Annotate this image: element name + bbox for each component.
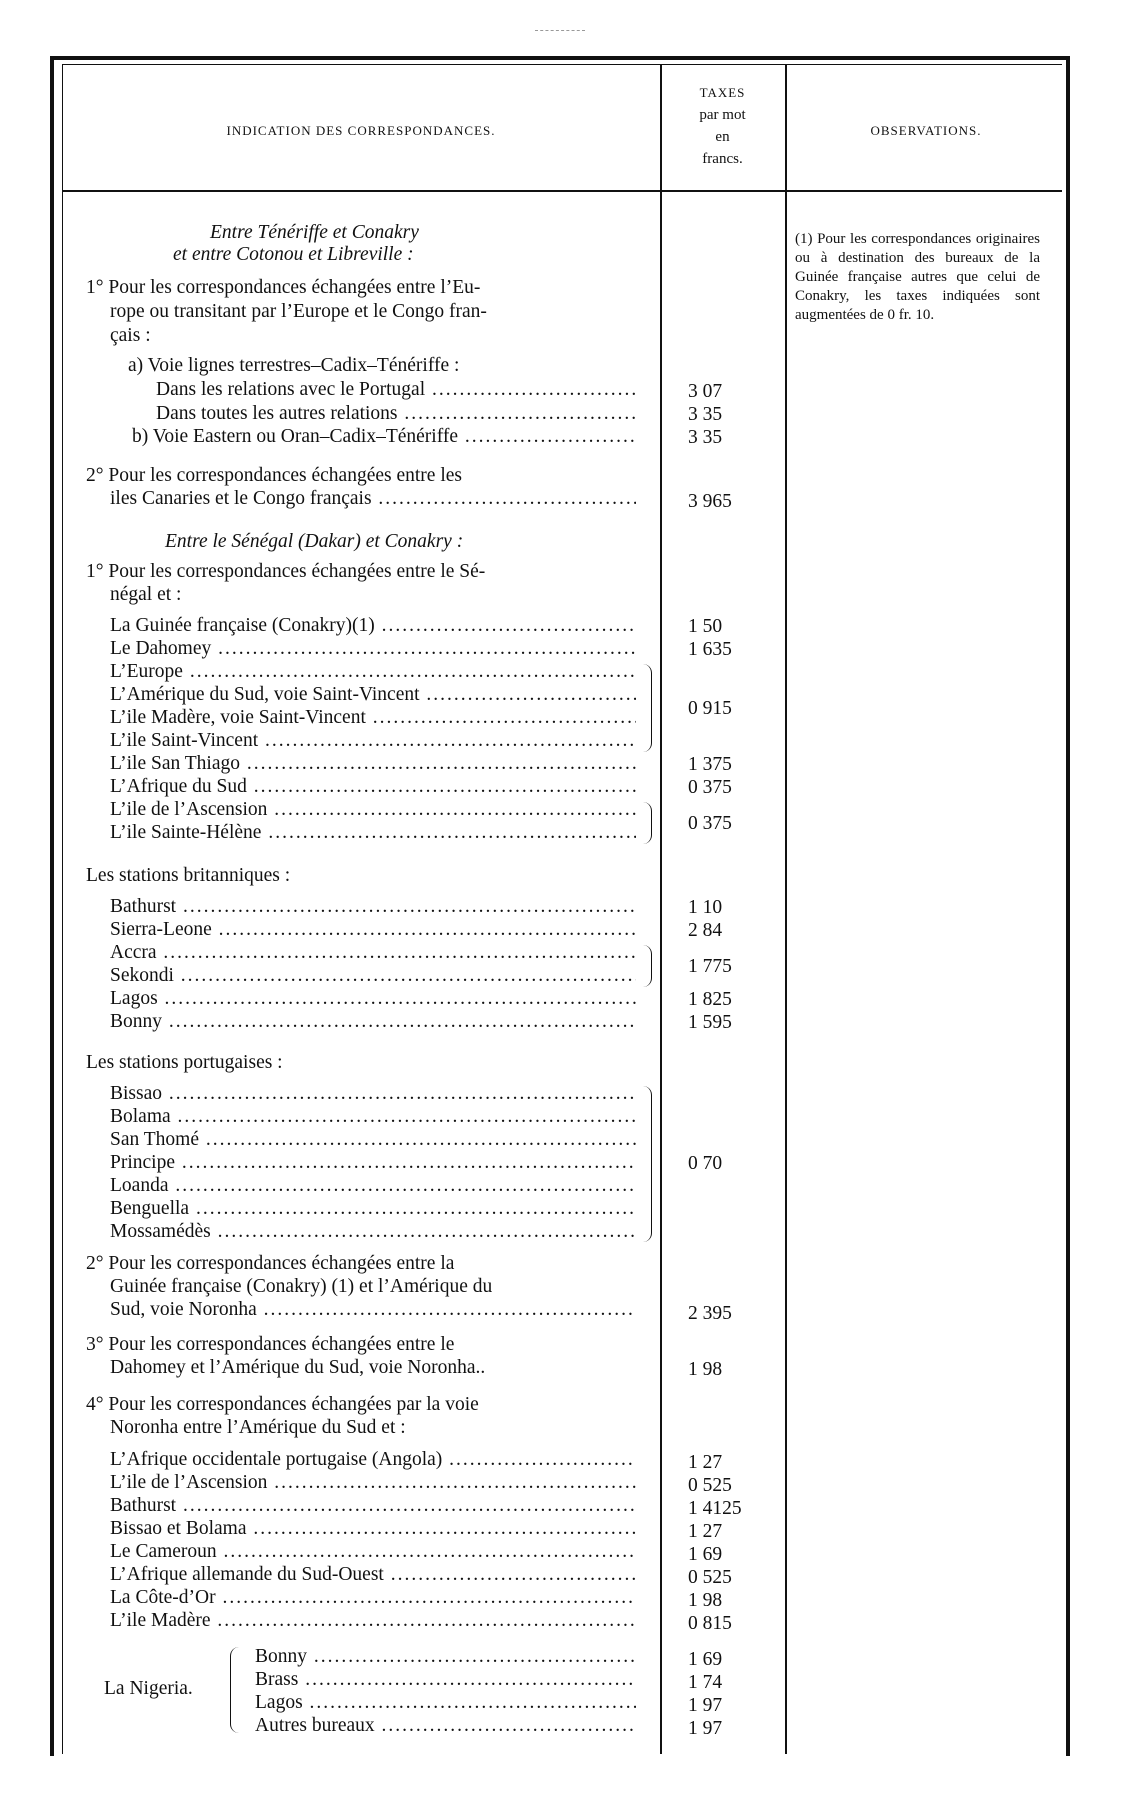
row-value: 3 965: [688, 491, 732, 512]
row-value: 1 98: [688, 1590, 723, 1611]
group-value: 0 70: [688, 1153, 723, 1174]
section-title: Entre Ténériffe et Conakry: [210, 222, 419, 243]
row-value: 3 35: [688, 427, 723, 448]
observation-note: (1) Pour les correspondances originaires ou à destination des bureaux de la Guinée française autres que celui de Conakry, les taxes indiquées sont augmentées de 0 fr. 10.: [795, 231, 1040, 323]
row-label: Lagos .....: [255, 1691, 636, 1714]
right-border: [1066, 56, 1070, 1756]
section-title: et entre Cotonou et Libreville :: [173, 244, 414, 265]
row-label: L’ile Saint-Vincent .....: [110, 729, 636, 752]
paragraph-line: 4° Pour les correspondances échangées par la voie: [86, 1394, 479, 1415]
paragraph-line: Dahomey et l’Amérique du Sud, voie Noronha..: [110, 1357, 486, 1378]
row-value: 1 69: [688, 1649, 723, 1670]
row-value: 1 98: [688, 1359, 723, 1380]
row-label: L’Afrique du Sud .....: [110, 775, 636, 798]
row-label: Brass .....: [255, 1668, 636, 1691]
row-label: Mossamédès .....: [110, 1220, 636, 1243]
row-value: 1 375: [688, 754, 732, 775]
row-value: 0 375: [688, 777, 732, 798]
row-label: Lagos .....: [110, 987, 636, 1010]
row-label: San Thomé .....: [110, 1128, 636, 1151]
row-value: 1 10: [688, 897, 723, 918]
left-border-inner: [62, 64, 63, 1754]
brace: [641, 802, 652, 844]
brace: [230, 1647, 241, 1733]
row-label: L’ile Madère .....: [110, 1609, 636, 1632]
nigeria-label: La Nigeria.: [104, 1678, 193, 1699]
section-title: Entre le Sénégal (Dakar) et Conakry :: [165, 531, 464, 552]
row-value: 0 525: [688, 1567, 732, 1588]
paragraph-line: 2° Pour les correspondances échangées entre la: [86, 1253, 455, 1274]
row-value: 1 27: [688, 1452, 723, 1473]
paragraph-line: 3° Pour les correspondances échangées entre le: [86, 1334, 455, 1355]
row-label: Bathurst .....: [110, 895, 636, 918]
row-value: 1 635: [688, 639, 732, 660]
row-label: Bissao .....: [110, 1082, 636, 1105]
column-header-indication: INDICATION DES CORRESPONDANCES.: [226, 123, 496, 138]
group-value: 1 775: [688, 956, 732, 977]
top-border: [50, 56, 1070, 60]
row-label: Bolama .....: [110, 1105, 636, 1128]
row-value: 1 74: [688, 1672, 723, 1693]
row-value: 3 35: [688, 404, 723, 425]
row-value: 1 4125: [688, 1498, 742, 1519]
row-label: Bonny .....: [255, 1645, 636, 1668]
row-value: 1 825: [688, 989, 732, 1010]
row-value: 2 84: [688, 920, 723, 941]
brace: [641, 1086, 652, 1242]
row-value: 2 395: [688, 1303, 732, 1324]
row-value: 1 97: [688, 1695, 723, 1716]
paragraph-line: Guinée française (Conakry) (1) et l’Amérique du: [110, 1276, 493, 1297]
row-label: Accra .....: [110, 941, 636, 964]
row-label: L’ile de l’Ascension .....: [110, 1471, 636, 1494]
paragraph-line: çais :: [110, 325, 151, 346]
row-label: L’Amérique du Sud, voie Saint-Vincent .....: [110, 683, 636, 706]
row-label: Le Dahomey .....: [110, 637, 636, 660]
row-value: 0 815: [688, 1613, 732, 1634]
row-label: La Guinée française (Conakry)(1) .....: [110, 614, 636, 637]
row-value: 1 595: [688, 1012, 732, 1033]
row-label: L’ile Sainte-Hélène .....: [110, 821, 636, 844]
row-value: 0 525: [688, 1475, 732, 1496]
row-value: 1 97: [688, 1718, 723, 1739]
group-value: 0 915: [688, 698, 732, 719]
paragraph-line: 2° Pour les correspondances échangées entre les: [86, 465, 462, 486]
row-label: Autres bureaux .....: [255, 1714, 636, 1737]
paragraph-line: 1° Pour les correspondances échangées entre l’Eu-: [86, 277, 481, 298]
row-label: Principe .....: [110, 1151, 636, 1174]
paragraph-line: Noronha entre l’Amérique du Sud et :: [110, 1417, 406, 1438]
row-label: Le Cameroun .....: [110, 1540, 636, 1563]
row-value: 3 07: [688, 381, 723, 402]
row-label: L’ile Madère, voie Saint-Vincent .....: [110, 706, 636, 729]
row-label: L’Afrique allemande du Sud-Ouest .....: [110, 1563, 636, 1586]
row-label: Loanda .....: [110, 1174, 636, 1197]
brace: [641, 664, 652, 752]
row-value: 1 27: [688, 1521, 723, 1542]
row-label: Sud, voie Noronha .....: [110, 1298, 636, 1321]
row-label: Dans toutes les autres relations .....: [156, 402, 636, 425]
group-title: Les stations britanniques :: [86, 865, 291, 886]
column-divider-2: [785, 64, 787, 1754]
row-label: Bonny .....: [110, 1010, 636, 1033]
row-label: L’Europe .....: [110, 660, 636, 683]
header-rule: [62, 190, 1062, 192]
row-label: iles Canaries et le Congo français .....: [110, 487, 636, 510]
row-label: L’ile de l’Ascension .....: [110, 798, 636, 821]
top-mark: [535, 30, 585, 32]
left-border: [50, 56, 54, 1756]
column-divider-1: [660, 64, 662, 1754]
row-label: L’Afrique occidentale portugaise (Angola) .....: [110, 1448, 636, 1471]
paragraph-line: 1° Pour les correspondances échangées entre le Sé-: [86, 561, 486, 582]
row-label: L’ile San Thiago .....: [110, 752, 636, 775]
row-value: 1 50: [688, 616, 723, 637]
brace: [641, 945, 652, 987]
row-label: Sekondi .....: [110, 964, 636, 987]
row-label: Sierra-Leone .....: [110, 918, 636, 941]
column-header-observations: OBSERVATIONS.: [870, 123, 982, 138]
row-value: 1 69: [688, 1544, 723, 1565]
row-label: b) Voie Eastern ou Oran–Cadix–Ténériffe .....: [132, 425, 636, 448]
paragraph-line: négal et :: [110, 584, 182, 605]
row-label: Bathurst .....: [110, 1494, 636, 1517]
paragraph-line: rope ou transitant par l’Europe et le Congo fran-: [110, 301, 487, 322]
row-label: Dans les relations avec le Portugal .....: [156, 378, 636, 401]
top-border-inner: [62, 64, 1062, 65]
row-label: Bissao et Bolama .....: [110, 1517, 636, 1540]
row-label: Benguella .....: [110, 1197, 636, 1220]
row-label: La Côte-d’Or .....: [110, 1586, 636, 1609]
group-title: Les stations portugaises :: [86, 1052, 283, 1073]
column-header-taxes: TAXES par mot en francs.: [699, 85, 746, 167]
group-value: 0 375: [688, 813, 732, 834]
subheading: a) Voie lignes terrestres–Cadix–Ténériffe :: [128, 355, 460, 376]
